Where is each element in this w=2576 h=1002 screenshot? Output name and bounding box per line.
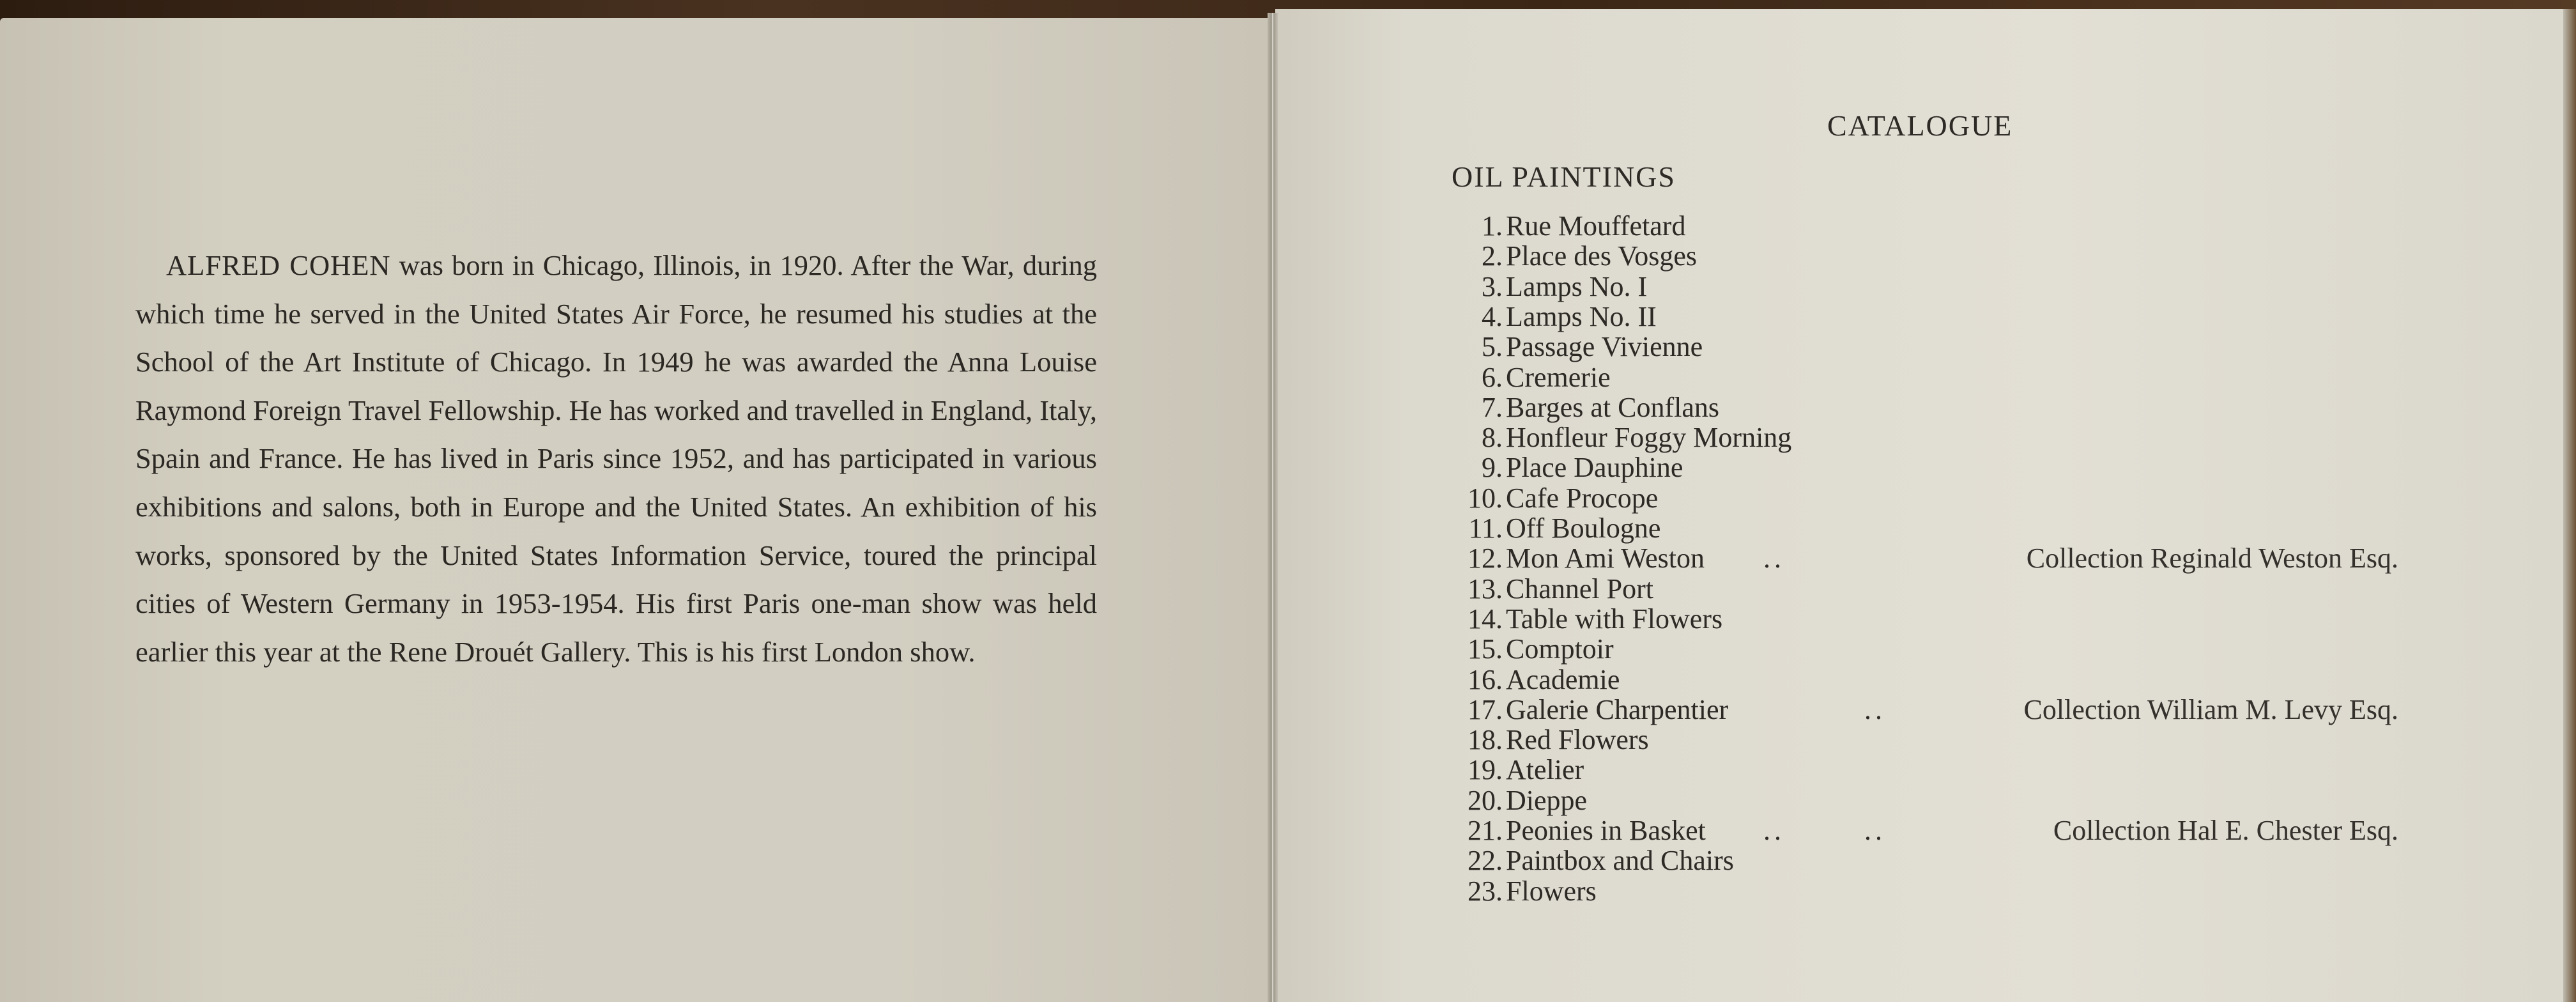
item-title: Channel Port — [1506, 573, 1653, 605]
item-number: 6. — [1482, 361, 1503, 393]
item-number: 17. — [1468, 693, 1503, 725]
item-number: 22. — [1468, 845, 1503, 877]
item-number: 9. — [1482, 452, 1503, 484]
item-title: Cremerie — [1506, 361, 1611, 393]
catalogue-item — [0, 725, 2576, 755]
item-number: 14. — [1468, 603, 1503, 635]
item-number: 21. — [1468, 815, 1503, 846]
artist-name: ALFRED COHEN — [166, 249, 391, 281]
catalogue-item — [0, 815, 2576, 845]
item-number: 2. — [1482, 240, 1503, 272]
catalogue-item — [0, 422, 2576, 452]
catalogue-item — [0, 211, 2576, 241]
item-title: Table with Flowers — [1506, 603, 1723, 635]
catalogue-item — [0, 665, 2576, 695]
item-number: 16. — [1468, 663, 1503, 695]
item-title: Place Dauphine — [1506, 452, 1683, 484]
item-title: Cafe Procope — [1506, 482, 1659, 514]
item-title: Barges at Conflans — [1506, 391, 1720, 423]
item-number: 10. — [1468, 482, 1503, 514]
leader-dots: .. — [1864, 693, 1886, 725]
catalogue-item — [0, 785, 2576, 815]
item-title: Paintbox and Chairs — [1506, 845, 1734, 877]
item-title: Atelier — [1506, 754, 1584, 786]
biography-text: was born in Chicago, Illinois, in 1920. After the War, during which time he served in the United States Air Force, he resumed his studies at the School of the Art Institute of Chicago. In 1949 he was awarded the Anna Louise Raymond Foreign Travel Fellowship. He has worked and travelled in England, Italy, Spain and France. He has lived in Paris since 1952, and has participated in various exhibitions and salons, both in Europe and the United States. An exhibition of his works, sponsored by the United States Information Service, toured the principal cities of Western Germany in 1953-1954. His first Paris one-man show was held earlier this year at the Rene Drouét Gallery. This is his first London show. — [135, 249, 1098, 668]
item-number: 8. — [1482, 422, 1503, 454]
catalogue-item — [0, 302, 2576, 332]
catalogue-item — [0, 483, 2576, 513]
item-number: 7. — [1482, 391, 1503, 423]
item-title: Off Boulogne — [1506, 513, 1661, 544]
section-title-oil-paintings: OIL PAINTINGS — [1452, 160, 1676, 193]
item-number: 1. — [1482, 210, 1503, 242]
catalogue-item — [0, 362, 2576, 392]
catalogue-item — [0, 634, 2576, 664]
item-title: Place des Vosges — [1506, 240, 1698, 272]
item-number: 18. — [1468, 724, 1503, 756]
leader-dots: .. — [1763, 543, 1785, 574]
item-number: 15. — [1468, 633, 1503, 665]
item-number: 12. — [1468, 543, 1503, 574]
catalogue-item — [0, 452, 2576, 482]
catalogue-item — [0, 241, 2576, 271]
item-title: Lamps No. II — [1506, 300, 1657, 332]
item-title: Mon Ami Weston — [1506, 543, 1705, 574]
item-title: Honfleur Foggy Morning — [1506, 422, 1792, 454]
catalogue-item — [0, 755, 2576, 785]
item-collection: Collection William M. Levy Esq. — [2023, 693, 2398, 725]
item-collection: Collection Hal E. Chester Esq. — [2053, 815, 2398, 846]
item-number: 3. — [1482, 270, 1503, 302]
item-title: Red Flowers — [1506, 724, 1649, 756]
catalogue-item — [0, 876, 2576, 906]
catalogue-item — [0, 543, 2576, 573]
item-number: 13. — [1468, 573, 1503, 605]
item-title: Passage Vivienne — [1506, 331, 1703, 363]
item-title: Rue Mouffetard — [1506, 210, 1686, 242]
leader-dots: .. — [1864, 815, 1886, 846]
catalogue-item — [0, 695, 2576, 725]
item-title: Peonies in Basket — [1506, 815, 1706, 846]
catalogue-item — [0, 513, 2576, 543]
item-number: 19. — [1468, 754, 1503, 786]
item-title: Lamps No. I — [1506, 270, 1648, 302]
item-number: 20. — [1468, 784, 1503, 816]
catalogue-item — [0, 604, 2576, 634]
item-title: Comptoir — [1506, 633, 1614, 665]
catalogue-item — [0, 392, 2576, 422]
catalogue-item — [0, 574, 2576, 604]
item-title: Dieppe — [1506, 784, 1588, 816]
catalogue-title: CATALOGUE — [1827, 109, 2013, 142]
item-number: 4. — [1482, 300, 1503, 332]
item-title: Academie — [1506, 663, 1620, 695]
catalogue-item — [0, 845, 2576, 875]
item-number: 23. — [1468, 875, 1503, 907]
leader-dots: .. — [1763, 815, 1785, 846]
item-number: 5. — [1482, 331, 1503, 363]
item-title: Flowers — [1506, 875, 1597, 907]
item-number: 11. — [1468, 513, 1503, 544]
item-collection: Collection Reginald Weston Esq. — [2026, 543, 2398, 574]
catalogue-item — [0, 332, 2576, 362]
catalogue-item — [0, 272, 2576, 302]
item-title: Galerie Charpentier — [1506, 693, 1729, 725]
